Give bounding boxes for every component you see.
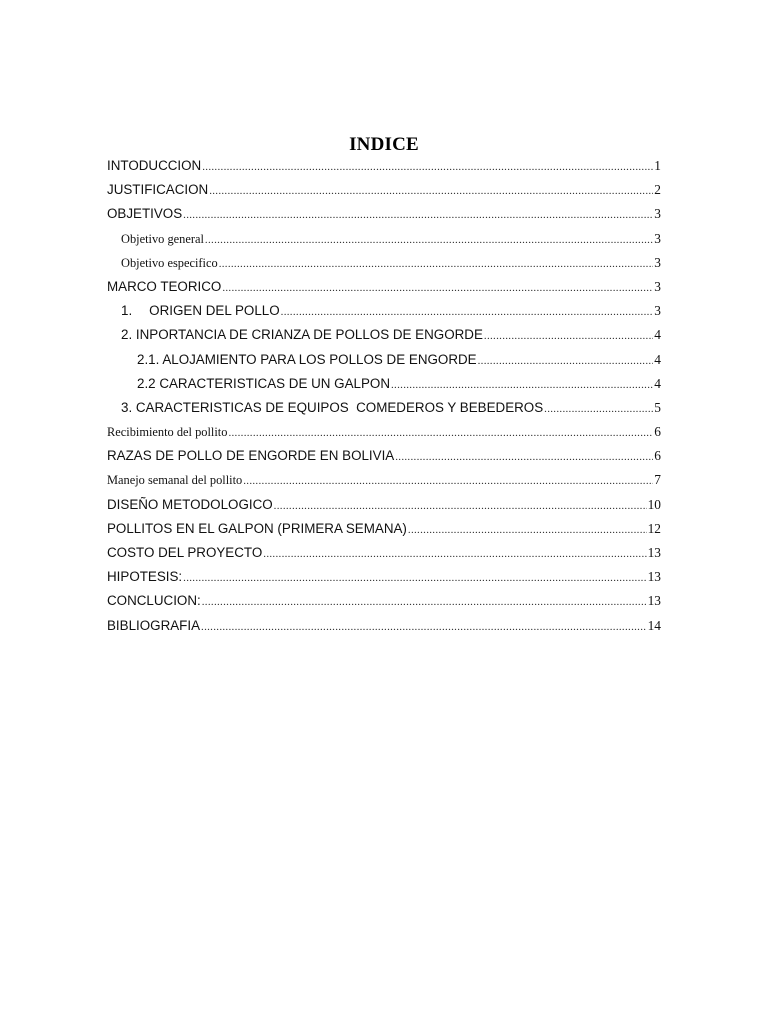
toc-entry-page: 13 xyxy=(647,545,661,560)
dot-leader xyxy=(484,330,653,342)
dot-leader xyxy=(222,282,653,294)
dot-leader xyxy=(183,572,646,584)
toc-entry-manejo-semanal[interactable] xyxy=(107,472,661,496)
dot-leader xyxy=(228,427,653,439)
toc-entry-label: BIBLIOGRAFIA xyxy=(107,617,201,633)
dot-leader xyxy=(544,403,653,415)
toc-entry-costo-proyecto[interactable] xyxy=(107,545,661,569)
toc-entry-label: RAZAS DE POLLO DE ENGORDE EN BOLIVIA xyxy=(107,448,395,464)
dot-leader xyxy=(395,451,653,463)
toc-entry-hipotesis[interactable] xyxy=(107,569,661,593)
toc-entry-label: OBJETIVOS xyxy=(107,206,183,222)
toc-entry-importancia-crianza[interactable] xyxy=(107,327,661,351)
toc-entry-razas[interactable] xyxy=(107,448,661,472)
toc-entry-page: 13 xyxy=(647,593,661,609)
toc-entry-label: Objetivo general xyxy=(121,231,204,246)
toc-entry-page: 6 xyxy=(654,424,661,440)
toc-entry-objetivos[interactable] xyxy=(107,206,661,230)
toc-entry-page: 3 xyxy=(654,254,661,270)
toc-entry-alojamiento[interactable] xyxy=(107,352,661,376)
toc-entry-label: HIPOTESIS: xyxy=(107,569,183,585)
table-of-contents xyxy=(107,158,661,642)
toc-entry-label: POLLITOS EN EL GALPON (PRIMERA SEMANA) xyxy=(107,520,407,536)
toc-entry-page: 6 xyxy=(654,448,661,464)
toc-entry-page: 3 xyxy=(654,303,661,319)
toc-entry-label: Objetivo especifico xyxy=(121,255,218,270)
toc-entry-label: DISEÑO METODOLOGICO xyxy=(107,496,273,512)
toc-entry-page: 4 xyxy=(654,375,661,391)
dot-leader xyxy=(202,161,653,173)
toc-entry-page: 1 xyxy=(654,158,661,173)
toc-entry-label: 2.1. ALOJAMIENTO PARA LOS POLLOS DE ENGORDE xyxy=(137,351,477,367)
toc-entry-page: 3 xyxy=(654,230,661,246)
toc-entry-caracteristicas-galpon[interactable] xyxy=(107,376,661,400)
toc-entry-page: 13 xyxy=(647,569,661,585)
dot-leader xyxy=(209,185,653,197)
toc-entry-bibliografia[interactable] xyxy=(107,618,661,642)
dot-leader xyxy=(274,500,647,512)
toc-entry-conclucion[interactable] xyxy=(107,593,661,617)
dot-leader xyxy=(478,355,654,367)
dot-leader xyxy=(219,258,654,270)
toc-entry-pollitos-galpon[interactable] xyxy=(107,521,661,545)
toc-entry-objetivo-especifico[interactable] xyxy=(107,255,661,279)
toc-entry-page: 3 xyxy=(654,278,661,294)
toc-entry-justificacion[interactable] xyxy=(107,182,661,206)
toc-entry-label: Recibimiento del pollito xyxy=(107,425,228,440)
toc-entry-page: 5 xyxy=(654,399,661,415)
toc-entry-number: 1. xyxy=(121,303,133,319)
dot-leader xyxy=(243,475,653,487)
toc-entry-page: 4 xyxy=(654,327,661,343)
toc-entry-label-group xyxy=(107,303,280,318)
toc-entry-recibimiento[interactable] xyxy=(107,424,661,448)
toc-entry-label: 2. INPORTANCIA DE CRIANZA DE POLLOS DE ENGORDE xyxy=(121,327,483,343)
toc-entry-label: Manejo semanal del pollito xyxy=(107,473,243,488)
dot-leader xyxy=(201,621,647,633)
toc-entry-label: JUSTIFICACION xyxy=(107,182,209,198)
toc-entry-introduccion[interactable] xyxy=(107,158,661,182)
toc-entry-label: 2.2 CARACTERISTICAS DE UN GALPON xyxy=(137,375,390,391)
toc-entry-marco-teorico[interactable] xyxy=(107,279,661,303)
toc-entry-label: COSTO DEL PROYECTO xyxy=(107,545,263,560)
toc-entry-origen-del-pollo[interactable] xyxy=(107,303,661,327)
dot-leader xyxy=(205,234,653,246)
toc-entry-caracteristicas-equipos[interactable] xyxy=(107,400,661,424)
page-title: INDICE xyxy=(349,134,419,155)
dot-leader xyxy=(391,379,653,391)
toc-entry-label: CONCLUCION: xyxy=(107,593,201,609)
dot-leader xyxy=(263,548,646,560)
toc-entry-objetivo-general[interactable] xyxy=(107,231,661,255)
toc-entry-label: ORIGEN DEL POLLO xyxy=(149,303,280,319)
dot-leader xyxy=(183,209,653,221)
dot-leader xyxy=(408,524,647,536)
toc-entry-diseno-metodologico[interactable] xyxy=(107,497,661,521)
dot-leader xyxy=(281,306,654,318)
toc-entry-page: 14 xyxy=(647,617,661,633)
toc-entry-page: 3 xyxy=(654,206,661,222)
toc-entry-page: 4 xyxy=(654,351,661,367)
toc-entry-label: 3. CARACTERISTICAS DE EQUIPOS COMEDEROS Y BEBEDEROS xyxy=(121,399,544,415)
toc-entry-page: 12 xyxy=(647,520,661,536)
toc-entry-label: INTODUCCION xyxy=(107,158,202,173)
toc-entry-page: 7 xyxy=(654,472,661,488)
toc-entry-page: 2 xyxy=(654,182,661,198)
toc-entry-label: MARCO TEORICO xyxy=(107,278,222,294)
dot-leader xyxy=(202,596,647,608)
toc-entry-page: 10 xyxy=(647,496,661,512)
